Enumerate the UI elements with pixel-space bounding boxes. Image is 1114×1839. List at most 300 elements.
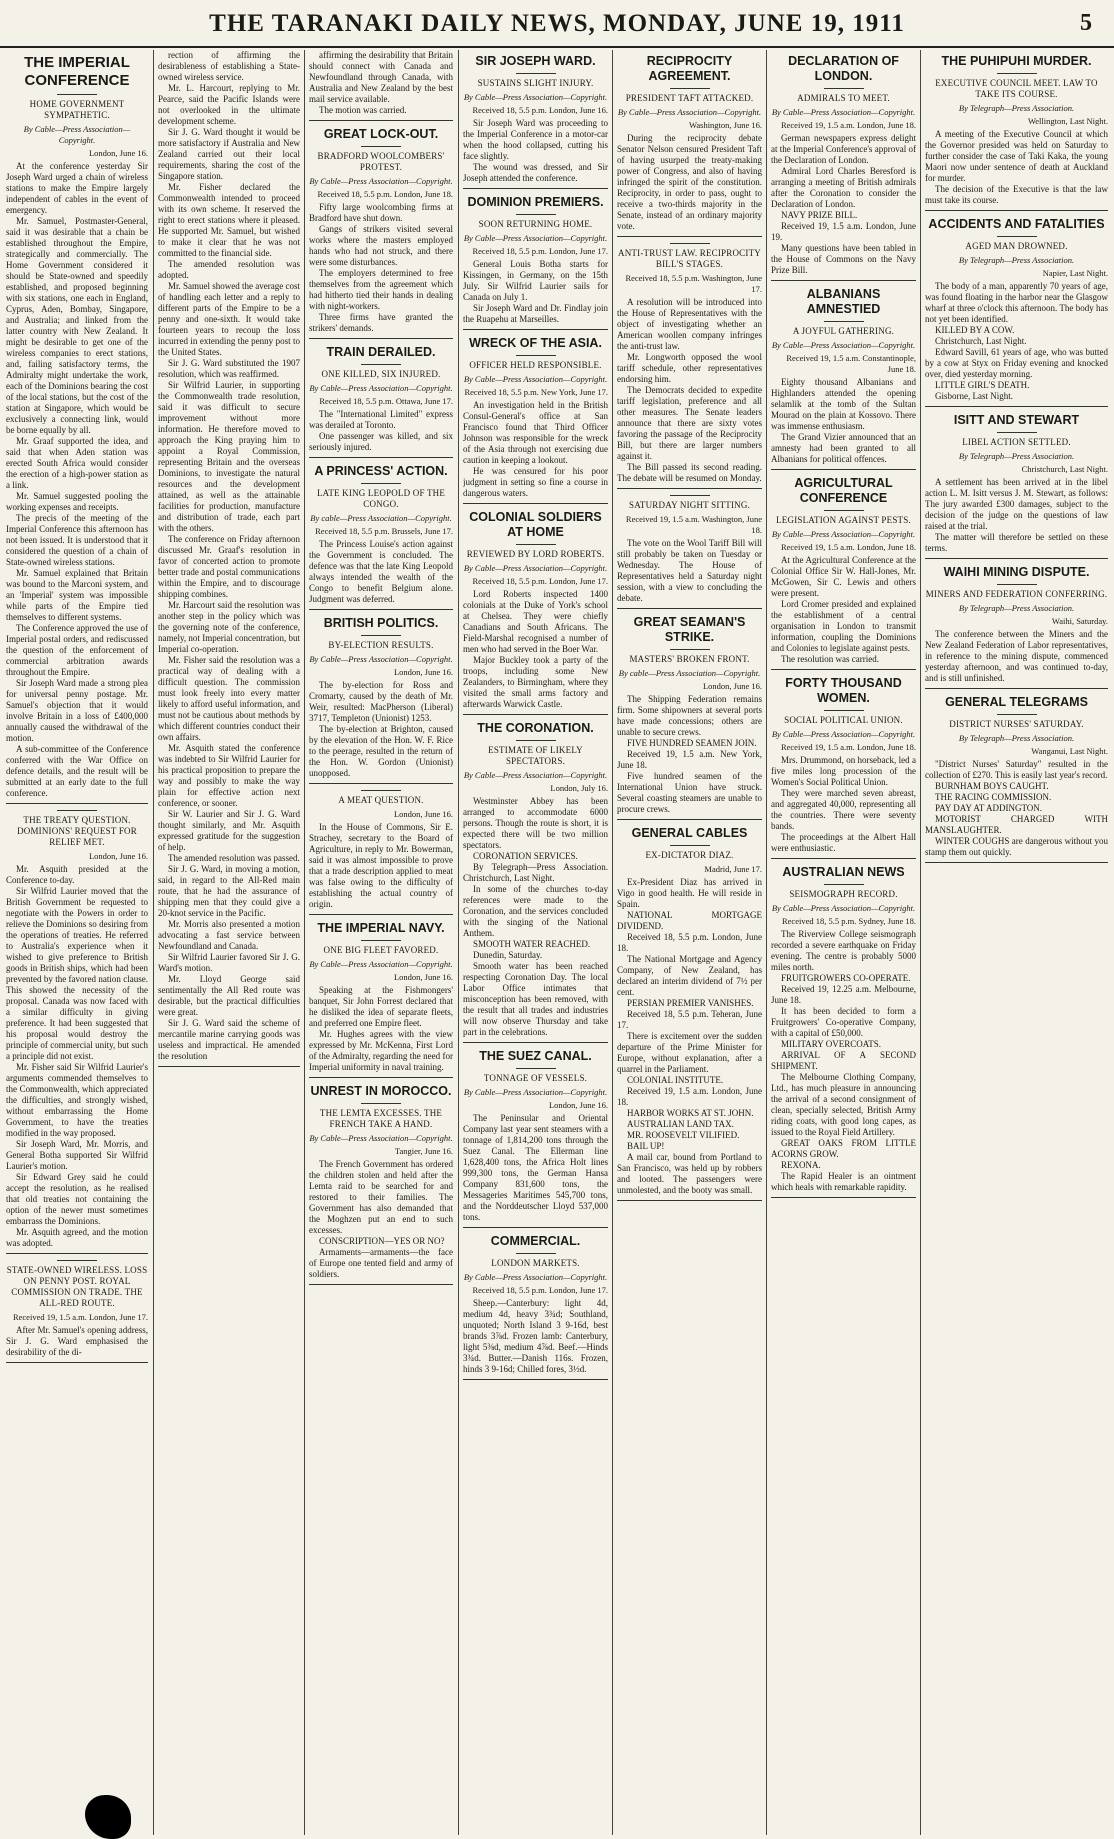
article-dateline: Received 18, 5.5 p.m. London, June 18. (317, 189, 453, 199)
column-6 (771, 50, 916, 1835)
article (309, 616, 453, 784)
article-paragraph: The Peninsular and Oriental Company last year sent steamers with a tonnage of 1,814,200 tons through the Suez Canal. The Ellerman line 1,628,400 tons, the Africa Holt lines 999,300 tons, the German Hansa Company 831,600 tons, the Messageries Maritimes 545,700 tons, and the Norddeutscher Lloyd 537,000 tons. (463, 1113, 608, 1222)
article-credit: By Cable—Press Association—Copyright. (309, 176, 453, 186)
article-dateline: Received 18, 5.5 p.m. New York, June 17. (464, 387, 608, 397)
column-5 (617, 50, 762, 1835)
article-paragraph: The Grand Vizier announced that an amnesty had been granted to all Albanians for political offences. (771, 432, 916, 464)
rule-short (997, 714, 1037, 715)
article-paragraph: Received 18, 5.5 p.m. London, June 18. (617, 932, 762, 953)
article-divider (463, 1042, 608, 1043)
article (309, 127, 453, 339)
article (309, 921, 453, 1078)
article-paragraph: The Melbourne Clothing Company, Ltd., has much pleasure in announcing the arrival of a second consignment of clean, specially selected, British Army riding coats, with good long capes, as issued to the Royal Field Artillery. (771, 1072, 916, 1137)
article-divider (617, 608, 762, 609)
article (771, 676, 916, 859)
article-paragraph: The amended resolution was adopted. (158, 259, 300, 280)
article (463, 195, 608, 330)
article-paragraph: Fifty large woolcombing firms at Bradford have shut down. (309, 202, 453, 223)
article-dateline: Received 18, 5.5 p.m. Ottawa, June 17. (319, 396, 453, 406)
article-dateline: Madrid, June 17. (704, 864, 762, 874)
article-headline: DECLARATION OF LONDON. (788, 54, 899, 83)
article-headline: ISITT AND STEWART (953, 413, 1080, 427)
article-dateline: Napier, Last Night. (1042, 268, 1108, 278)
article-paragraph: A resolution will be introduced into the House of Representatives with the object of investigating whether an American woollen company infringes the anti-trust law. (617, 297, 762, 351)
article-paragraph: MR. ROOSEVELT VILIFIED. (627, 1130, 740, 1140)
article (925, 695, 1108, 863)
article-subheading: HOME GOVERNMENT SYMPATHETIC. (29, 99, 125, 120)
article-subheading: SEISMOGRAPH RECORD. (789, 889, 898, 899)
article-paragraph: The conference between the Miners and the New Zealand Federation of Labor representatives, in reference to the mining dispute, commenced yesterday afternoon, and was continued to-day, and is still unfinished. (925, 629, 1108, 683)
article-paragraph: The wound was dressed, and Sir Joseph attended the conference. (463, 162, 608, 183)
article-paragraph: The Democrats decided to expedite tariff legislation, preference and all other measures. The Senate leaders announce that there are sixty votes favoring the passage of the Reciprocity Bill, but there are larger numbers against it. (617, 385, 762, 461)
article-subheading: DISTRICT NURSES' SATURDAY. (949, 719, 1084, 729)
article-divider (925, 862, 1108, 863)
article-subheading: SOCIAL POLITICAL UNION. (784, 715, 903, 725)
article-headline: GENERAL CABLES (631, 826, 748, 840)
article-paragraph: The proceedings at the Albert Hall were enthusiastic. (771, 832, 916, 853)
article-paragraph: The vote on the Wool Tariff Bill will still probably be taken on Tuesday or Wednesday. The House of Representatives held a Saturday night session, with a view to concluding the debate. (617, 538, 762, 603)
article-paragraph: FRUITGROWERS CO-OPERATE. (781, 973, 911, 983)
article-divider (463, 188, 608, 189)
article-paragraph: Eighty thousand Albanians and Highlanders attended the opening selamlik at the tomb of the Sultan Mourad on the plain at Kossovo. There was immense enthusiasm. (771, 377, 916, 431)
article-paragraph: The Conference approved the use of Imperial postal orders, and rediscussed the question of the enforcement of commercial arbitration awards throughout the Empire. (6, 623, 148, 677)
article-divider (6, 1253, 148, 1254)
article-paragraph: Lord Cromer presided and explained the establishment of a central organisation in London to transmit information, coupling the Dominions and Colonies to legislate against pests. (771, 599, 916, 653)
article-paragraph: There is excitement over the sudden departure of the Prime Minister for Europe, without explanation, after a quarrel in the Parliament. (617, 1031, 762, 1074)
article-subheading: THE TREATY QUESTION. DOMINIONS' REQUEST FOR RELIEF MET. (17, 815, 137, 847)
article-credit: By Cable—Press Association—Copyright. (771, 903, 916, 913)
rule-short (361, 364, 401, 365)
article-paragraph: German newspapers express delight at the Imperial Conference's approval of the Declaration of London. (771, 133, 916, 165)
article-paragraph: Many questions have been tabled in the House of Commons on the Navy Prize Bill. (771, 243, 916, 275)
article-headline: GREAT LOCK-OUT. (323, 127, 439, 141)
article-paragraph: BAIL UP! (627, 1141, 665, 1151)
article-headline: AUSTRALIAN NEWS (782, 865, 905, 879)
article-paragraph: The employers determined to free themselves from the agreement which had hitherto tied their hands in dealing with night-workers. (309, 268, 453, 311)
article-paragraph: Gisborne, Last Night. (935, 391, 1013, 401)
article-headline: THE IMPERIAL NAVY. (317, 921, 445, 935)
article-subheading: OFFICER HELD RESPONSIBLE. (469, 360, 602, 370)
article-paragraph: Sir J. G. Ward substituted the 1907 resolution, which was reaffirmed. (158, 358, 300, 379)
article-paragraph: Mr. Samuel showed the average cost of handling each letter and a reply to different parts of the Empire to be a penny and one-sixth. It would take fourteen years to recoup the loss incurred in extending the penny post to the United States. (158, 281, 300, 357)
article-subheading: THE LEMTA EXCESSES. THE FRENCH TAKE A HAND. (319, 1108, 443, 1129)
rule-short (824, 321, 864, 322)
article (309, 1084, 453, 1285)
article-paragraph: The conference on Friday afternoon discussed Mr. Graaf's resolution in favor of concerted action to promote better trade and postal communications within the Empire, and to discourage shipping combines. (158, 534, 300, 599)
article-headline: ACCIDENTS AND FATALITIES (928, 217, 1105, 231)
article (617, 243, 762, 489)
article-paragraph: Armaments—armaments—the face of Europe one tented field and army of soldiers. (309, 1247, 453, 1279)
article-dateline: London, June 16. (88, 851, 148, 861)
article-divider (463, 503, 608, 504)
rule-short (361, 146, 401, 147)
column-7 (925, 50, 1108, 1835)
article-headline: COMMERCIAL. (490, 1234, 581, 1248)
article-subheading: BY-ELECTION RESULTS. (328, 640, 434, 650)
article-headline: GREAT SEAMAN'S STRIKE. (633, 615, 746, 644)
article-subheading: BRADFORD WOOLCOMBERS' PROTEST. (317, 151, 445, 172)
article-subheading: LATE KING LEOPOLD OF THE CONGO. (316, 488, 446, 509)
article-dateline: Received 19, 1.5 a.m. London, June 18. (780, 120, 916, 130)
article-credit: By Cable—Press Association—Copyright. (463, 770, 608, 780)
article-paragraph: Received 19, 1.5 a.m. London, June 18. (617, 1086, 762, 1107)
article-paragraph: Received 19, 12.25 a.m. Melbourne, June 18. (771, 984, 916, 1005)
article-headline: SIR JOSEPH WARD. (475, 54, 596, 68)
article (771, 865, 916, 1198)
article-paragraph: COLONIAL INSTITUTE. (627, 1075, 724, 1085)
article-paragraph: Mr. Graaf supported the idea, and said that when Aden station was erected South Africa would consider the erection of a high-power station as a link. (6, 436, 148, 490)
article-divider (771, 469, 916, 470)
article (925, 217, 1108, 407)
column-3 (309, 50, 453, 1835)
article-dateline: Received 18, 5.5 p.m. Washington, June 17. (625, 273, 762, 294)
article-paragraph: In the House of Commons, Sir E. Strachey, secretary to the Board of Agriculture, in reply to Mr. Bowerman, said it was almost impossible to prove that a trade description applied to meat was false owing to the difficulty of establishing the actual country of origin. (309, 822, 453, 909)
article-divider (463, 714, 608, 715)
article-paragraph: GREAT OAKS FROM LITTLE ACORNS GROW. (771, 1138, 916, 1159)
article-paragraph: Dunedin, Saturday. (473, 950, 543, 960)
article-subheading: SOON RETURNING HOME. (478, 219, 593, 229)
article-paragraph: Mr. Samuel suggested pooling the working expenses and receipts. (6, 491, 148, 512)
rule-short (997, 432, 1037, 433)
article-paragraph: The by-election for Ross and Cromarty, caused by the death of Mr. Weir, resulted: MacPherson (Liberal) 3717, Templeton (Unionist) 1253. (309, 680, 453, 723)
column-rule (920, 50, 921, 1835)
rule-short (516, 544, 556, 545)
article-credit: By Cable—Press Association—Copyright. (463, 374, 608, 384)
article-paragraph: NAVY PRIZE BILL. (781, 210, 858, 220)
rule-short (824, 88, 864, 89)
article-subheading: MINERS AND FEDERATION CONFERRING. (925, 589, 1108, 599)
article-subheading: REVIEWED BY LORD ROBERTS. (466, 549, 605, 559)
article-paragraph: Mr. Hughes agrees with the view expressed by Mr. McKenna, First Lord of the Admiralty, regarding the need for Imperial uniformity in naval training. (309, 1029, 453, 1072)
article-divider (463, 1379, 608, 1380)
article-subheading: AGED MAN DROWNED. (965, 241, 1068, 251)
article-dateline: London, June 16. (702, 681, 762, 691)
article-divider (309, 1077, 453, 1078)
article-paragraph: The resolution was carried. (781, 654, 879, 664)
rule-short (824, 884, 864, 885)
article-subheading: MASTERS' BROKEN FRONT. (629, 654, 750, 664)
article-paragraph: Sir Wilfrid Laurier, in supporting the Commonwealth trade resolution, said it was difficult to secure improvement without more information. He therefore moved to approach the King praying him to appoint a Royal Commission, representing Britain and the overseas Dominions, to investigate the natural resources and the development attained, as well as the attainable facilities for production, manufacture and distribution of trade, each part with the others. (158, 380, 300, 533)
article-paragraph: Sir Joseph Ward made a strong plea for universal penny postage. Mr. Samuel's objection that it would involve Britain in a loss of £400,000 annually caused the withdrawal of the motion. (6, 678, 148, 743)
article-paragraph: FIVE HUNDRED SEAMEN JOIN. (627, 738, 757, 748)
article-dateline: Waihi, Saturday. (1051, 616, 1108, 626)
article-paragraph: AUSTRALIAN LAND TAX. (627, 1119, 734, 1129)
article-credit: By Cable—Press Association—Copyright. (463, 563, 608, 573)
article-credit: By Telegraph—Press Association. (958, 733, 1075, 743)
rule-short (670, 243, 710, 244)
article-paragraph: In some of the churches to-day references were made to the Coronation, and the services concluded with the singing of the National Anthem. (463, 884, 608, 938)
article (771, 54, 916, 281)
article-paragraph: Mr. Longworth opposed the wool tariff schedule, other representatives endorsing him. (617, 352, 762, 384)
article-divider (617, 488, 762, 489)
article-paragraph: Mr. Asquith stated the conference was indebted to Sir Wilfrid Laurier for his practical proposition to prepare the way and possibly to make the way plain for effective action next conference, or sooner. (158, 743, 300, 808)
column-rule (766, 50, 767, 1835)
article-credit: By Cable—Press Association—Copyright. (309, 959, 453, 969)
article-credit: By Cable—Press Association—Copyright. (463, 1272, 608, 1282)
article-subheading: PRESIDENT TAFT ATTACKED. (625, 93, 754, 103)
article-paragraph: After Mr. Samuel's opening address, Sir J. G. Ward emphasised the desirability of the di- (6, 1325, 148, 1357)
article-credit: By Cable—Press Association—Copyright. (309, 1133, 453, 1143)
article-paragraph: Sir Joseph Ward was proceeding to the Imperial Conference in a motor-car when the hood collapsed, cutting his face slightly. (463, 118, 608, 161)
article-divider (309, 783, 453, 784)
article-credit: By Cable—Press Association—Copyright. (771, 729, 916, 739)
article-paragraph: Sir Wilfrid Laurier favored Sir J. G. Ward's motion. (158, 952, 300, 973)
article-paragraph: The Shipping Federation remains firm. Some shipowners at several ports have made concessions; others are unable to secure crews. (617, 694, 762, 737)
article-paragraph: The motion was carried. (319, 105, 407, 115)
article-divider (925, 558, 1108, 559)
article-divider (925, 210, 1108, 211)
rule-short (997, 73, 1037, 74)
article-paragraph: Admiral Lord Charles Beresford is arranging a meeting of British admirals after the Coronation to consider the Declaration of London. (771, 166, 916, 209)
article-headline: THE CORONATION. (477, 721, 594, 735)
article-paragraph: An investigation held in the British Consul-General's office at San Francisco found that Third Officer Johnson was responsible for the wreck of the Asia through not exercising due caution in keeping a lookout. (463, 400, 608, 465)
article (771, 476, 916, 670)
article-dateline: Received 18, 5.5 p.m. London, June 17. (472, 576, 608, 586)
article-credit: By cable—Press Association—Copyright. (618, 668, 761, 678)
article-paragraph: BURNHAM BOYS CAUGHT. (935, 781, 1049, 791)
article-paragraph: Sir Wilfrid Laurier moved that the British Government be requested to negotiate with the Powers in order to relieve the Dominions so desiring from the operations of treaties. He referred to Australia's experience when it wished to give preference to British goods in British ships, which had been prevented by the favored nation clause. This showed the necessity of the proposal. Canada was now faced with a similar difficulty in giving preference. It had been suggested that his proposal would destroy the principle of commercial unity, but such a principle did not exist. (6, 886, 148, 1061)
article-dateline: London, June 16. (88, 148, 148, 158)
column-rule (153, 50, 154, 1835)
article (617, 54, 762, 237)
article (309, 50, 453, 121)
article-paragraph: WINTER COUGHS are dangerous without you stamp them out quickly. (925, 836, 1108, 857)
article-credit: By Telegraph—Press Association. (958, 103, 1075, 113)
article-headline: THE IMPERIAL CONFERENCE (24, 54, 130, 89)
rule-short (516, 214, 556, 215)
article-subheading: EX-DICTATOR DIAZ. (645, 850, 734, 860)
article-divider (771, 280, 916, 281)
article-paragraph: MILITARY OVERCOATS. (781, 1039, 881, 1049)
rule-short (997, 236, 1037, 237)
article-dateline: London, June 16. (393, 809, 453, 819)
article-paragraph: A settlement has been arrived at in the libel action L. M. Isitt versus J. M. Stewart, as follows: The jury awarded £300 damages, subject to the decision of the judge on the questions of law raised at the trial. (925, 477, 1108, 531)
article-credit: By Telegraph—Press Association. (958, 255, 1075, 265)
rule-short (670, 495, 710, 496)
article (617, 826, 762, 1201)
article-paragraph: Sir Edward Grey said he could accept the resolution, as he realised that old treaties not containing the option of the newer must sometimes embarrass the Dominions. (6, 1172, 148, 1226)
rule-short (670, 649, 710, 650)
article-paragraph: Sir W. Laurier and Sir J. G. Ward thought similarly, and Mr. Asquith expressed gratitude for the suggestion of help. (158, 809, 300, 852)
article-credit: By Cable—Press Association—Copyright. (463, 1087, 608, 1097)
article-paragraph: By Telegraph—Press Association. Christchurch, Last Night. (463, 862, 608, 883)
column-rule (304, 50, 305, 1835)
article-divider (925, 688, 1108, 689)
article-credit: By Cable—Press Association—Copyright. (463, 92, 608, 102)
article-divider (309, 457, 453, 458)
article-dateline: London, June 16. (548, 1100, 608, 1110)
article-subheading: LIBEL ACTION SETTLED. (962, 437, 1071, 447)
column-4 (463, 50, 608, 1835)
article (617, 495, 762, 609)
article (925, 413, 1108, 559)
article-paragraph: Edward Savill, 61 years of age, who was butted by a cow at Styx on Friday evening and knocked over, died yesterday morning. (925, 347, 1108, 379)
column-rule (612, 50, 613, 1835)
article-paragraph: Westminster Abbey has been arranged to accommodate 6000 persons. Though the route is short, it is expected there will be two million spectators. (463, 796, 608, 850)
article-paragraph: Mr. Samuel, Postmaster-General, said it was desirable that a chain be established throughout the Empire, strategically and commercially. The Home Government considered it should be State-owned and speedily established, and proposed beginning with six stations, one each in England, Cyprus, Aden, Bombay, Singapore, and Australia; and linked from the latter country with New Zealand. It might be desirable to get one of the wireless companies to erect stations, and, failing satisfactory terms, the Admiralty might undertake the work, each of the Dominions bearing the cost of the local stations, but the cost of the station at Singapore, which would be exclusively a connecting link, would be borne equally by all. (6, 216, 148, 435)
article-paragraph: Mrs. Drummond, on horseback, led a five miles long procession of the Women's Social Political Union. (771, 755, 916, 787)
rule-short (516, 740, 556, 741)
article-credit: By cable—Press Association—Copyright. (310, 513, 452, 523)
article-paragraph: Received 19, 1.5 a.m. London, June 19. (771, 221, 916, 242)
article-divider (158, 1066, 300, 1067)
article-dateline: Received 19, 1.5 a.m. London, June 17. (12, 1312, 148, 1322)
article (925, 54, 1108, 211)
article-credit: By Telegraph—Press Association. (958, 603, 1075, 613)
column-2 (158, 50, 300, 1835)
article-dateline: Received 18, 5.5 p.m. London, June 17. (472, 1285, 608, 1295)
article-paragraph: Sir J. G. Ward, in moving a motion, said, in regard to the All-Red main route, that he had the assurance of shipping men that they could give a 20-knot service in the Pacific. (158, 864, 300, 918)
article-dateline: London, June 16. (393, 972, 453, 982)
article-paragraph: Received 18, 5.5 p.m. Teheran, June 17. (617, 1009, 762, 1030)
article-credit: By Cable—Press Association—Copyright. (309, 654, 453, 664)
article-headline: UNREST IN MOROCCO. (310, 1084, 452, 1098)
article-paragraph: The precis of the meeting of the Imperial Conference this afternoon has not been issued. It is understood that it considered the question of a chain of State-owned wireless stations. (6, 513, 148, 567)
article-paragraph: CONSCRIPTION—YES OR NO? (319, 1236, 445, 1246)
article-subheading: A JOYFUL GATHERING. (792, 326, 895, 336)
article-subheading: TONNAGE OF VESSELS. (483, 1073, 588, 1083)
article-paragraph: Mr. L. Harcourt, replying to Mr. Pearce, said the Pacific Islands were not overlooked in the ultimate development scheme. (158, 83, 300, 126)
article-paragraph: HARBOR WORKS AT ST. JOHN. (627, 1108, 754, 1118)
rule-short (361, 790, 401, 791)
article-dateline: Received 19, 1.5 a.m. Constantinople, June 18. (786, 353, 916, 374)
rule-short (516, 1253, 556, 1254)
article-dateline: Received 19, 1.5 a.m. Washington, June 18. (625, 514, 762, 535)
article-paragraph: The body of a man, apparently 70 years of age, was found floating in the harbor near the Glasgow wharf at three o'clock this afternoon. The body has not yet been identified. (925, 281, 1108, 324)
article (463, 721, 608, 1043)
article-dateline: Wanganui, Last Night. (1031, 746, 1108, 756)
article-divider (309, 120, 453, 121)
article (158, 50, 300, 1067)
article-headline: WAIHI MINING DISPUTE. (943, 565, 1090, 579)
article (309, 790, 453, 915)
article-subheading: LEGISLATION AGAINST PESTS. (776, 515, 911, 525)
article-headline: A PRINCESS' ACTION. (314, 464, 448, 478)
article (6, 54, 148, 804)
article-paragraph: At the conference yesterday Sir Joseph Ward urged a chain of wireless stations to make the Empire largely independent of cables in the event of emergency. (6, 161, 148, 215)
article-dateline: London, June 16. (393, 667, 453, 677)
article-headline: THE SUEZ CANAL. (479, 1049, 592, 1063)
article-divider (309, 1284, 453, 1285)
article-credit: By Cable—Press Association—Copyright. (771, 107, 916, 117)
column-1 (6, 50, 148, 1835)
article-paragraph: One passenger was killed, and six seriously injured. (309, 431, 453, 452)
article-paragraph: Lord Roberts inspected 1400 colonials at the Duke of York's school at Chelsea. They were chiefly Canadians and South Africans. The Field-Marshal recognised a number of men who had served in the Boer War. (463, 589, 608, 654)
article-paragraph: NATIONAL MORTGAGE DIVIDEND. (617, 910, 762, 931)
rule-short (361, 635, 401, 636)
article-paragraph: The "International Limited" express was derailed at Toronto. (309, 409, 453, 430)
article-paragraph: KILLED BY A COW. (935, 325, 1015, 335)
article-dateline: Received 18, 5.5 p.m. London, June 17. (472, 246, 608, 256)
article-divider (617, 1200, 762, 1201)
article-divider (771, 669, 916, 670)
article-paragraph: Mr. Lloyd George said sentimentally the All Red route was desirable, but the practical difficulties were great. (158, 974, 300, 1017)
article-paragraph: General Louis Botha starts for Kissingen, in Germany, on the 15th July. Sir Wilfrid Laurier sails for Canada on July 1. (463, 259, 608, 302)
rule-short (57, 810, 97, 811)
article-dateline: Received 18, 5.5 p.m. London, June 16. (472, 105, 608, 115)
article-divider (617, 819, 762, 820)
page-number: 5 (1080, 10, 1092, 36)
rule-short (361, 483, 401, 484)
article-paragraph: Speaking at the Fishmongers' banquet, Sir John Forrest declared that he disliked the idea of separate fleets, and preferred one Empire fleet. (309, 985, 453, 1028)
article-divider (6, 803, 148, 804)
rule-short (361, 940, 401, 941)
article-credit: By Cable—Press Association—Copyright. (463, 233, 608, 243)
article-paragraph: LITTLE GIRL'S DEATH. (935, 380, 1030, 390)
article-paragraph: The Bill passed its second reading. The debate will be resumed on Monday. (617, 462, 762, 483)
article-subheading: SUSTAINS SLIGHT INJURY. (477, 78, 594, 88)
article-subheading: ONE KILLED, SIX INJURED. (321, 369, 441, 379)
article-paragraph: Mr. Fisher said Sir Wilfrid Laurier's arguments commended themselves to the Commonwealth, which appreciated the difficulties, and strongly wished, without embarrassing the Home Government, to have the treaties modified in the way proposed. (6, 1062, 148, 1138)
article-paragraph: Mr. Harcourt said the resolution was another step in the policy which was the governing note of the conference, namely, not Imperial concentration, but Imperial co-operation. (158, 600, 300, 654)
article-paragraph: A mail car, bound from Portland to San Francisco, was held up by robbers and looted. The passengers were unmolested, and the booty was small. (617, 1152, 762, 1195)
article-paragraph: THE RACING COMMISSION. (935, 792, 1052, 802)
article-dateline: Tangier, June 16. (394, 1146, 453, 1156)
article-paragraph: Mr. Morris also presented a motion advocating a fast service between Newfoundland and Canada. (158, 919, 300, 951)
article-dateline: London, July 16. (550, 783, 608, 793)
article-paragraph: The Princess Louise's action against the Government is concluded. The defence was that the late King Leopold always intended the wealth of the Congo to benefit Belgium alone. Judgment was deferred. (309, 539, 453, 604)
article-divider (463, 329, 608, 330)
article (463, 1234, 608, 1380)
article-dateline: Washington, June 16. (689, 120, 762, 130)
rule-short (57, 1260, 97, 1261)
article-headline: DOMINION PREMIERS. (467, 195, 604, 209)
article-headline: AGRICULTURAL CONFERENCE (794, 476, 893, 505)
article-paragraph: Five hundred seamen of the International Union have struck. Several coasting steamers are unable to procure crews. (617, 771, 762, 814)
article-paragraph: CORONATION SERVICES. (473, 851, 578, 861)
article-paragraph: Gangs of strikers visited several works where the masters employed hands who had not struck, and there were some disturbances. (309, 224, 453, 267)
article-headline: FORTY THOUSAND WOMEN. (785, 676, 902, 705)
article-paragraph: The French Government has ordered the children stolen and held after the Lemta raid to be searched for and restored to their families. The Government has also demanded that the Moghzen put an end to such excesses. (309, 1159, 453, 1235)
masthead-title: THE TARANAKI DAILY NEWS, MONDAY, JUNE 19, 1911 (209, 10, 905, 37)
article-paragraph: rection of affirming the desirableness of establishing a State-owned wireless service. (158, 50, 300, 82)
article (463, 1049, 608, 1228)
rule-short (670, 88, 710, 89)
article-paragraph: The National Mortgage and Agency Company, of New Zealand, has declared an interim dividend of 7½ per cent. (617, 954, 762, 997)
rule-short (824, 710, 864, 711)
article-divider (309, 914, 453, 915)
article-headline: THE PUHIPUHI MURDER. (941, 54, 1092, 68)
article (771, 287, 916, 470)
article-paragraph: Sheep.—Canterbury: light 4d, medium 4d, heavy 3¾d; Southland, unquoted; North Island 3 9-16d, best brands 3⅞d. Frozen lamb: Canterbury, light 5⅜d, medium 4⅞d. Beef.—Hinds 3¾d. Butter.—Danish 116s. Frozen, hinds 3 9-16d; Chilled fores, 3½d. (463, 1298, 608, 1374)
article (463, 336, 608, 504)
article (6, 1260, 148, 1363)
article-credit: By Telegraph—Press Association. (958, 451, 1075, 461)
rule-short (516, 73, 556, 74)
article-subheading: ESTIMATE OF LIKELY SPECTATORS. (488, 745, 583, 766)
article-dateline: Received 19, 1.5 a.m. London, June 18. (780, 542, 916, 552)
article-paragraph: They were marched seven abreast, and aggregated 40,000, representing all the countries. There were seventy bands. (771, 788, 916, 831)
article-headline: ALBANIANS AMNESTIED (806, 287, 881, 316)
article-paragraph: Sir J. G. Ward thought it would be more satisfactory if Australia and New Zealand carried out their local requirements, sharing the cost of the Singapore station. (158, 127, 300, 181)
article-subheading: ADMIRALS TO MEET. (797, 93, 890, 103)
article (925, 565, 1108, 689)
rule-short (57, 94, 97, 95)
article-paragraph: ARRIVAL OF A SECOND SHIPMENT. (771, 1050, 916, 1071)
article-paragraph: Sir J. G. Ward said the scheme of mercantile marine carrying goods was useless and impractical. He amended the resolution (158, 1018, 300, 1061)
article-paragraph: Sir Joseph Ward and Dr. Findlay join the Ruapehu at Marseilles. (463, 303, 608, 324)
masthead (0, 0, 1114, 48)
article-paragraph: The amended resolution was passed. (168, 853, 300, 863)
article-dateline: Received 19, 1.5 a.m. London, June 18. (780, 742, 916, 752)
article-paragraph: At the Agricultural Conference at the Colonial Office Sir W. Hall-Jones, Mr. McGowen, Sir C. Lewis and others were present. (771, 555, 916, 598)
article-paragraph: The Riverview College seismograph recorded a severe earthquake on Friday evening. The centre is probably 5000 miles north. (771, 929, 916, 972)
article-credit: By Cable—Press Association—Copyright. (771, 340, 916, 350)
article-paragraph: A sub-committee of the Conference conferred with the War Office on defence details, and the result will be submitted at an early date to the full conference. (6, 744, 148, 798)
rule-short (361, 1103, 401, 1104)
article-headline: BRITISH POLITICS. (323, 616, 439, 630)
article-headline: RECIPROCITY AGREEMENT. (646, 54, 733, 83)
